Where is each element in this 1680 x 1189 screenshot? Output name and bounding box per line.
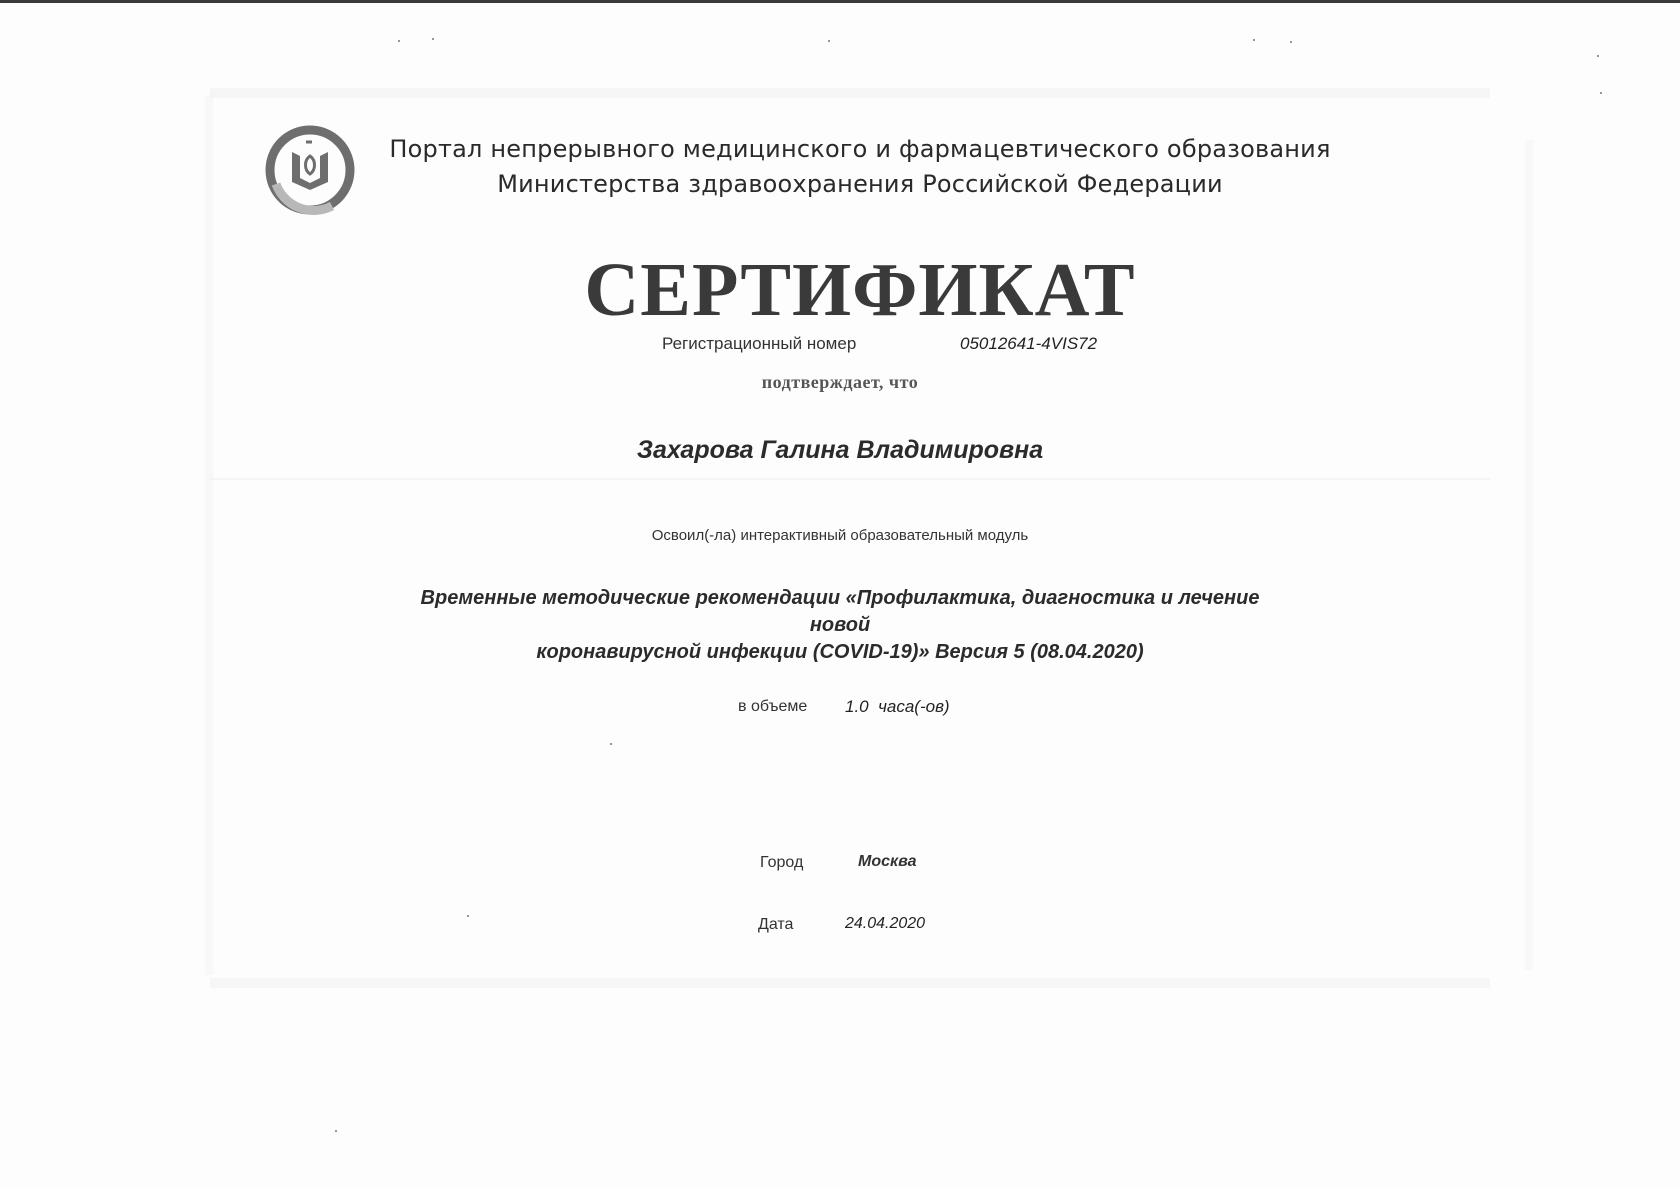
portal-title-line1: Портал непрерывного медицинского и фармацевтического образования (389, 135, 1331, 163)
scan-speck (1290, 41, 1292, 43)
book-shield-logo-icon (262, 122, 358, 218)
watermark-frame-right (1525, 140, 1533, 970)
module-title (400, 585, 1280, 666)
module-title-line1: Временные методические рекомендации «Профилактика, диагностика и лечение новой (420, 587, 1260, 636)
registration-label: Регистрационный номер (662, 334, 857, 353)
scan-top-edge (0, 0, 1680, 3)
city-value: Москва (858, 853, 917, 870)
date-value: 24.04.2020 (845, 915, 926, 932)
scan-speck (1253, 39, 1255, 41)
watermark-frame-bottom (210, 978, 1490, 988)
scan-speck (1600, 92, 1602, 94)
scan-speck (467, 915, 469, 917)
portal-title-line2: Министерства здравоохранения Российской Федерации (497, 170, 1223, 198)
scan-speck (335, 1130, 337, 1132)
registration-number: 05012641-4VIS72 (960, 334, 1098, 353)
scan-speck (1597, 55, 1599, 57)
scan-speck (432, 38, 434, 40)
watermark-frame-top (210, 88, 1490, 98)
certificate-title: СЕРТИФИКАТ (584, 248, 1136, 332)
watermark-frame-left (205, 95, 213, 975)
watermark-divider (210, 478, 1490, 480)
module-title-line2: коронавирусной инфекции (COVID-19)» Версия 5 (08.04.2020) (536, 641, 1144, 663)
volume-label: в объеме (738, 698, 808, 715)
scan-speck (398, 40, 400, 42)
portal-title (380, 132, 1340, 202)
date-label: Дата (758, 916, 794, 933)
city-label: Город (760, 854, 804, 871)
recipient-name: Захарова Галина Владимировна (636, 436, 1044, 464)
mastered-text: Освоил(-ла) интерактивный образовательный модуль (651, 527, 1029, 544)
scan-speck (610, 743, 612, 745)
scan-speck (828, 40, 830, 42)
volume-value: 1.0 часа(-ов) (845, 697, 950, 716)
confirms-text: подтверждает, что (761, 372, 919, 392)
